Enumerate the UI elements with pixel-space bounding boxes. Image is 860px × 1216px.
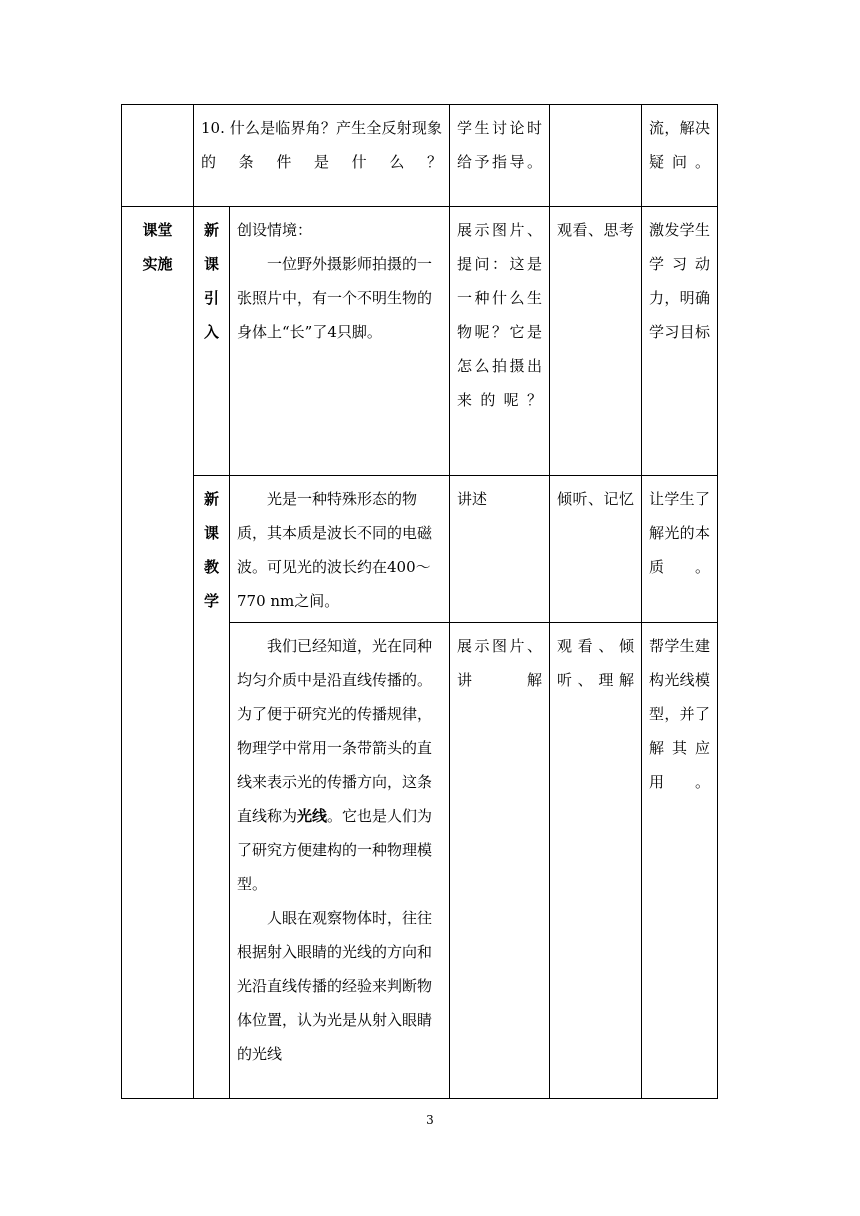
label-char: 新 (203, 490, 219, 508)
teacher-activity-cell: 讲述 (450, 476, 550, 623)
term-light-ray: 光线 (297, 807, 328, 825)
content-cell (230, 476, 450, 623)
table-row (122, 105, 718, 207)
stage-label-line2: 实施 (142, 255, 173, 273)
table-row (122, 207, 718, 476)
section-label-intro (194, 207, 230, 476)
teacher-activity-cell: 展示图片、提问：这是一种什么生物呢？它是怎么拍摄出来的呢？ (450, 207, 550, 476)
question-cell: 10. 什么是临界角？产生全反射现象的条件是什么？ (194, 105, 450, 207)
content-paragraph (237, 629, 442, 901)
label-char: 新 (203, 221, 219, 239)
teacher-activity-cell: 学生讨论时给予指导。 (450, 105, 550, 207)
content-title: 创设情境： (237, 221, 313, 239)
stage-label-line1: 课堂 (142, 221, 173, 239)
purpose-cell: 帮学生建构光线模型，并了解其应用。 (642, 623, 718, 1099)
student-activity-cell: 观看、思考 (550, 207, 642, 476)
content-paragraph: 人眼在观察物体时，往往根据射入眼睛的光线的方向和光沿直线传播的经验来判断物体位置，认为光是从射入眼睛的光线 (237, 909, 433, 1063)
label-char: 引 (203, 289, 219, 307)
label-char: 教 (203, 558, 219, 576)
section-label-teaching (194, 476, 230, 1099)
student-activity-cell (550, 105, 642, 207)
content-paragraph: 光是一种特殊形态的物质，其本质是波长不同的电磁波。可见光的波长约在400～770 nm之间。 (237, 490, 433, 610)
label-char: 课 (203, 524, 219, 542)
teacher-activity-cell: 展示图片、讲解 (450, 623, 550, 1099)
purpose-cell: 让学生了解光的本质。 (642, 476, 718, 623)
page-number: 3 (426, 1113, 434, 1127)
stage-cell-empty (122, 105, 194, 207)
purpose-cell: 激发学生学习动力，明确学习目标 (642, 207, 718, 476)
table-row (122, 476, 718, 623)
purpose-cell: 流，解决疑问。 (642, 105, 718, 207)
label-char: 课 (203, 255, 219, 273)
lesson-plan-table (121, 104, 718, 1099)
label-char: 学 (203, 592, 219, 610)
label-char: 入 (203, 323, 219, 341)
text-run: 。它也是人们为了研究方便建构的一种物理模型。 (237, 807, 433, 893)
stage-label-cell (122, 207, 194, 1099)
student-activity-cell: 倾听、记忆 (550, 476, 642, 623)
content-paragraph: 一位野外摄影师拍摄的一张照片中，有一个不明生物的身体上“长”了4只脚。 (237, 255, 433, 341)
text-run: 我们已经知道，光在同种均匀介质中是沿直线传播的。为了便于研究光的传播规律，物理学中常用一条带箭头的直线来表示光的传播方向，这条直线称为 (237, 637, 433, 825)
content-cell (230, 207, 450, 476)
student-activity-cell: 观看、倾听、理解 (550, 623, 642, 1099)
content-cell (230, 623, 450, 1099)
